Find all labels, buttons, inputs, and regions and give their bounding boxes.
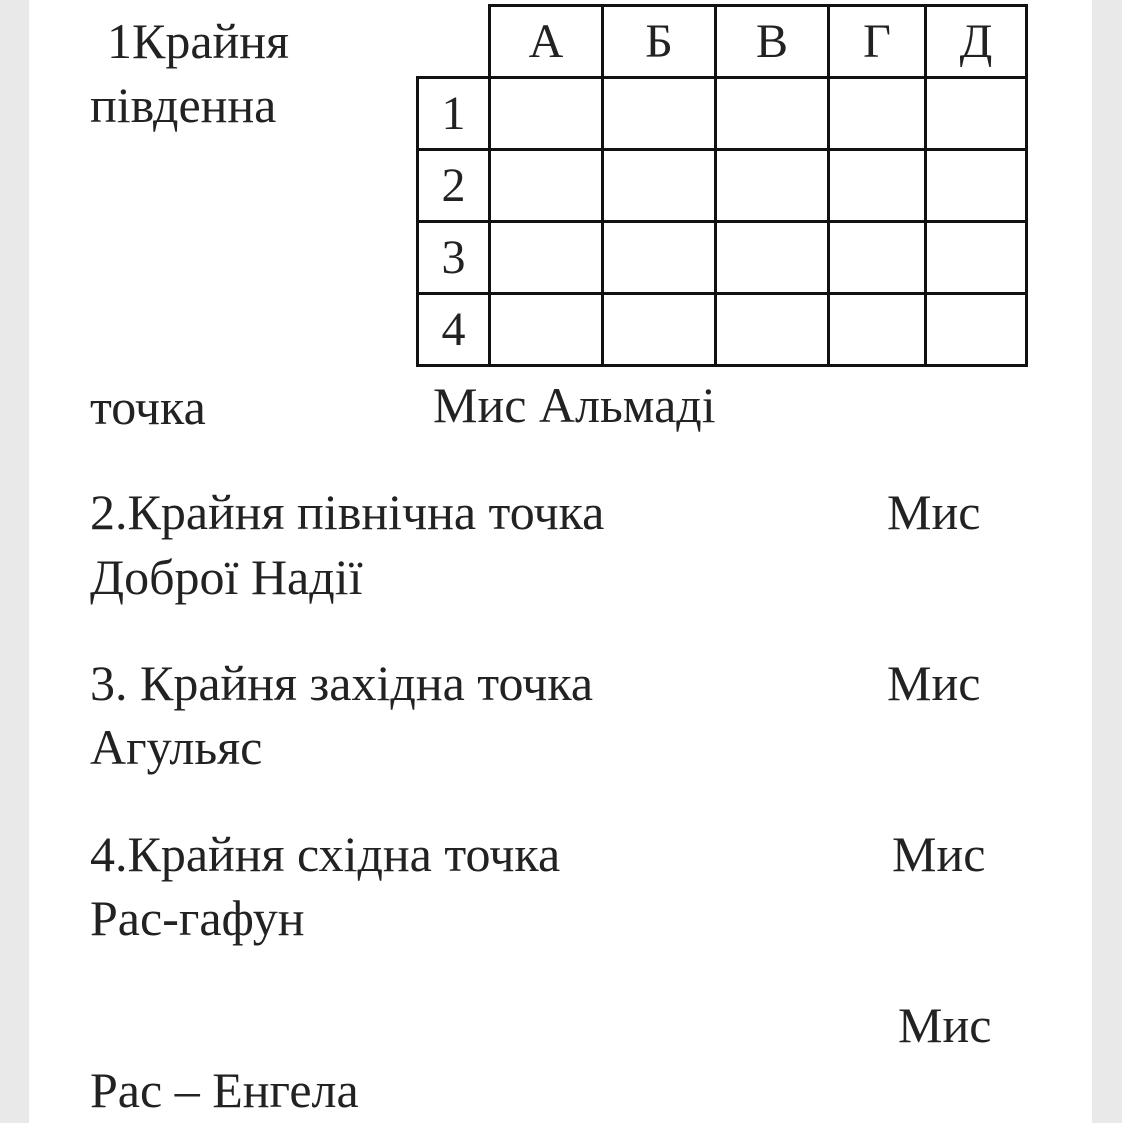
item-4-answer-part-2: Рас-гафун [90, 890, 305, 946]
grid-cell[interactable] [603, 294, 716, 366]
grid-cell[interactable] [926, 294, 1027, 366]
grid-row-header: 1 [418, 78, 490, 150]
grid-row-header: 2 [418, 150, 490, 222]
grid-row-header: 4 [418, 294, 490, 366]
grid-cell[interactable] [926, 222, 1027, 294]
grid-cell[interactable] [926, 150, 1027, 222]
grid-row-header: 3 [418, 222, 490, 294]
grid-cell[interactable] [716, 78, 829, 150]
item-3-answer-part-1: Мис [887, 655, 981, 711]
grid-cell[interactable] [490, 222, 603, 294]
grid-cell[interactable] [490, 294, 603, 366]
grid-column-header: Д [926, 6, 1027, 78]
item-4-question: 4.Крайня східна точка [90, 826, 561, 882]
grid-cell[interactable] [716, 294, 829, 366]
grid-row [418, 294, 1027, 366]
answer-grid [416, 4, 1028, 367]
item-1-answer: Мис Альмаді [433, 377, 716, 433]
grid-column-header: Г [829, 6, 926, 78]
item-1-label-line-3: точка [90, 379, 206, 435]
item-2-answer-part-2: Доброї Надії [90, 549, 363, 605]
item-3-answer-part-2: Агульяс [90, 719, 263, 775]
grid-column-header: А [490, 6, 603, 78]
grid-row [418, 222, 1027, 294]
grid-cell[interactable] [490, 150, 603, 222]
item-5-answer-part-2: Рас – Енгела [90, 1062, 359, 1118]
grid-cell[interactable] [603, 222, 716, 294]
grid-cell[interactable] [716, 150, 829, 222]
grid-corner [418, 6, 490, 78]
grid-column-header: В [716, 6, 829, 78]
item-2-question: 2.Крайня північна точка [90, 484, 605, 540]
grid-row [418, 78, 1027, 150]
document-page [29, 0, 1092, 1123]
item-2-answer-part-1: Мис [887, 484, 981, 540]
grid-header-row [418, 6, 1027, 78]
grid-cell[interactable] [926, 78, 1027, 150]
grid-cell[interactable] [829, 150, 926, 222]
grid-cell[interactable] [829, 78, 926, 150]
grid-row [418, 150, 1027, 222]
grid-column-header: Б [603, 6, 716, 78]
grid-cell[interactable] [716, 222, 829, 294]
grid-cell[interactable] [603, 78, 716, 150]
item-4-answer-part-1: Мис [892, 826, 986, 882]
grid-cell[interactable] [603, 150, 716, 222]
grid-cell[interactable] [490, 78, 603, 150]
grid-cell[interactable] [829, 294, 926, 366]
item-1-label-line-1: 1Крайня [107, 13, 290, 69]
item-5-answer-part-1: Мис [898, 997, 992, 1053]
item-1-label-line-2: південна [90, 77, 277, 133]
grid-cell[interactable] [829, 222, 926, 294]
item-3-question: 3. Крайня західна точка [90, 655, 594, 711]
